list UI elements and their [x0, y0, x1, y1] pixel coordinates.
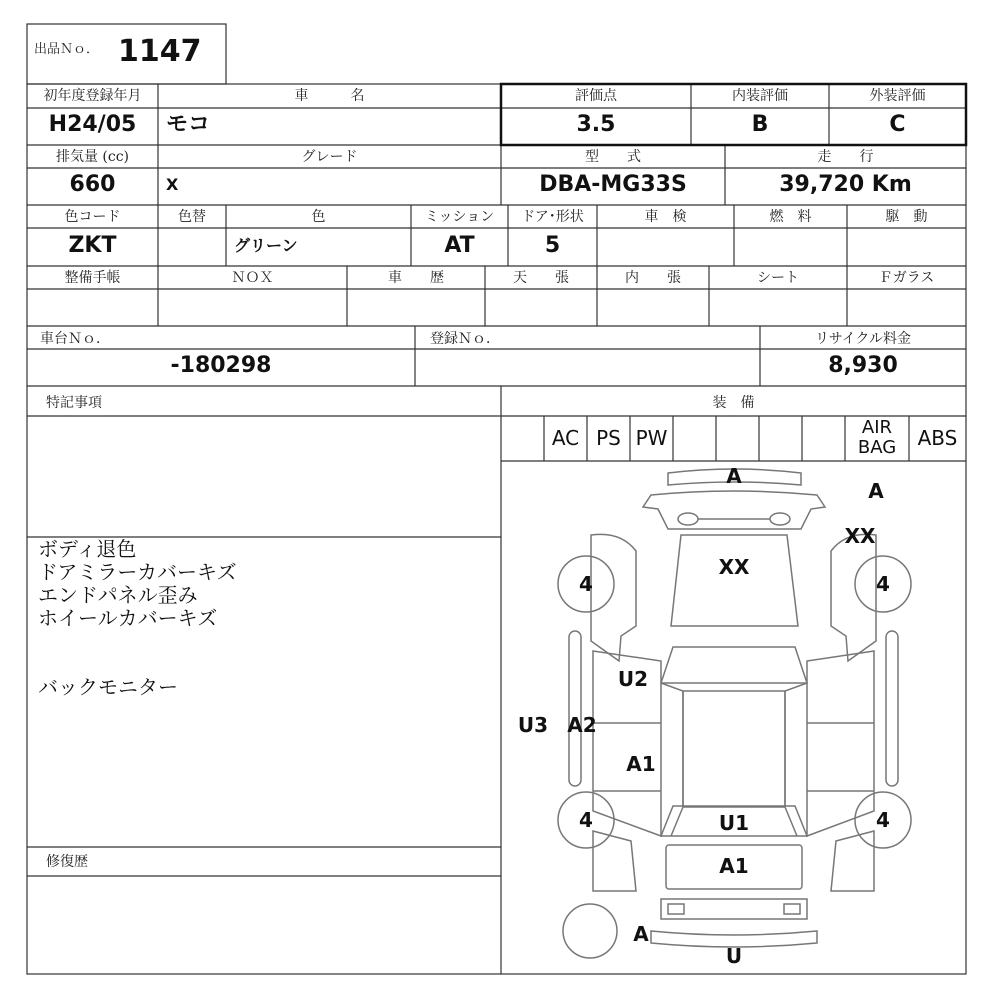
mark-side-sill: U3 — [517, 713, 549, 737]
interior-value: B — [751, 112, 769, 137]
headlight-right-shape — [770, 513, 790, 525]
mark-trunk: A1 — [719, 854, 749, 878]
inspection-label: 車 検 — [644, 209, 687, 225]
exterior-label: 外装評価 — [869, 88, 926, 104]
note-line: ドアミラーカバーキズ — [38, 560, 237, 584]
exterior-value: C — [889, 112, 906, 137]
mission-value: AT — [444, 233, 475, 258]
grade-value: X — [166, 175, 179, 194]
mark-rear-bumper-left: A — [633, 922, 649, 946]
interior-label: 内装評価 — [732, 88, 788, 104]
note-line: エンドパネル歪み — [38, 583, 198, 607]
mark-front-bumper: A — [726, 464, 742, 488]
notes-list — [38, 538, 237, 699]
mark-pillar: U2 — [617, 667, 649, 691]
door-value: 5 — [544, 233, 561, 258]
mileage-value: 39,720 Km — [779, 172, 912, 197]
reg-label: 登録Ｎｏ． — [430, 331, 500, 347]
displacement-value: 660 — [69, 172, 116, 197]
headlight-left-shape — [678, 513, 698, 525]
recycle-value: 8,930 — [828, 353, 898, 378]
equip-airbag: AIR BAG — [857, 417, 897, 458]
displacement-label: 排気量 (cc) — [55, 149, 130, 165]
car-name-label: 車 名 — [294, 88, 365, 104]
left-sill-shape — [569, 631, 581, 786]
mark-wheel-fl: 4 — [579, 572, 593, 596]
windshield-shape — [661, 647, 807, 683]
chassis-value: -180298 — [170, 353, 272, 378]
history-label: 車 歴 — [388, 270, 444, 286]
right-fender-shape — [831, 534, 876, 661]
seat-label: シート — [757, 270, 799, 286]
chassis-label: 車台Ｎｏ． — [40, 331, 110, 347]
ceiling-label: 天 張 — [513, 270, 569, 286]
equip-ac: AC — [551, 426, 580, 450]
hood-shape — [671, 535, 798, 626]
mark-front-corner: A — [868, 479, 884, 503]
mark-wheel-fr: 4 — [876, 572, 890, 596]
color-value: グリーン — [234, 236, 298, 255]
car-name-value: モコ — [166, 112, 211, 137]
mark-wheel-rl: 4 — [579, 808, 593, 832]
color-label: 色 — [311, 209, 326, 225]
left-fender-shape — [591, 534, 636, 661]
recycle-label: リサイクル料金 — [814, 331, 912, 347]
mark-side-door: A2 — [567, 713, 597, 737]
lot-label: 出品Ｎｏ． — [34, 42, 100, 57]
note-line: ホイールカバーキズ — [38, 606, 218, 630]
score-value: 3.5 — [576, 112, 616, 137]
equip-abs: ABS — [917, 426, 958, 450]
mark-rear-bumper: U — [725, 944, 743, 968]
color-code-label: 色コード — [64, 209, 121, 225]
equip-ps: PS — [596, 426, 621, 450]
glass-label: Ｆガラス — [878, 270, 935, 286]
roof-shape — [683, 691, 785, 807]
lot-number: 1147 — [118, 34, 202, 69]
score-label: 評価点 — [575, 88, 617, 104]
inner-label: 内 張 — [625, 270, 681, 286]
mark-rear-door: A1 — [626, 752, 656, 776]
spare-tire-shape — [563, 904, 617, 958]
notes-label: 特記事項 — [46, 395, 102, 411]
front-grille-shape — [643, 491, 825, 529]
equip-pw: PW — [635, 426, 668, 450]
rear-panel-shape — [661, 899, 807, 919]
note-line: ボディ退色 — [38, 537, 137, 561]
mark-hood-right: XX — [844, 524, 876, 548]
nox-label: ＮＯＸ — [231, 270, 274, 286]
door-label: ドア･形状 — [521, 209, 584, 225]
first-reg-label: 初年度登録年月 — [43, 88, 142, 104]
right-sill-shape — [886, 631, 898, 786]
repair-label: 修復歴 — [46, 854, 88, 870]
first-reg-value: H24/05 — [48, 112, 137, 137]
maintenance-label: 整備手帳 — [64, 270, 121, 286]
right-rear-quarter-shape — [831, 831, 874, 891]
note-line: バックモニター — [38, 675, 178, 699]
fuel-label: 燃 料 — [769, 209, 812, 225]
mark-hood: XX — [718, 555, 750, 579]
note-line — [38, 653, 237, 676]
model-value: DBA-MG33S — [539, 172, 687, 197]
drive-label: 駆 動 — [885, 209, 928, 225]
mark-roof-rear: U1 — [718, 811, 750, 835]
mission-label: ミッション — [424, 209, 495, 225]
equipment-label: 装 備 — [712, 395, 755, 411]
repaint-label: 色替 — [178, 209, 206, 225]
grade-label: グレード — [301, 149, 358, 165]
mark-wheel-rr: 4 — [876, 808, 890, 832]
left-rear-quarter-shape — [593, 831, 636, 891]
note-line — [38, 630, 237, 653]
color-code-value: ZKT — [68, 233, 117, 258]
mileage-label: 走 行 — [817, 149, 874, 165]
model-label: 型 式 — [585, 149, 641, 165]
